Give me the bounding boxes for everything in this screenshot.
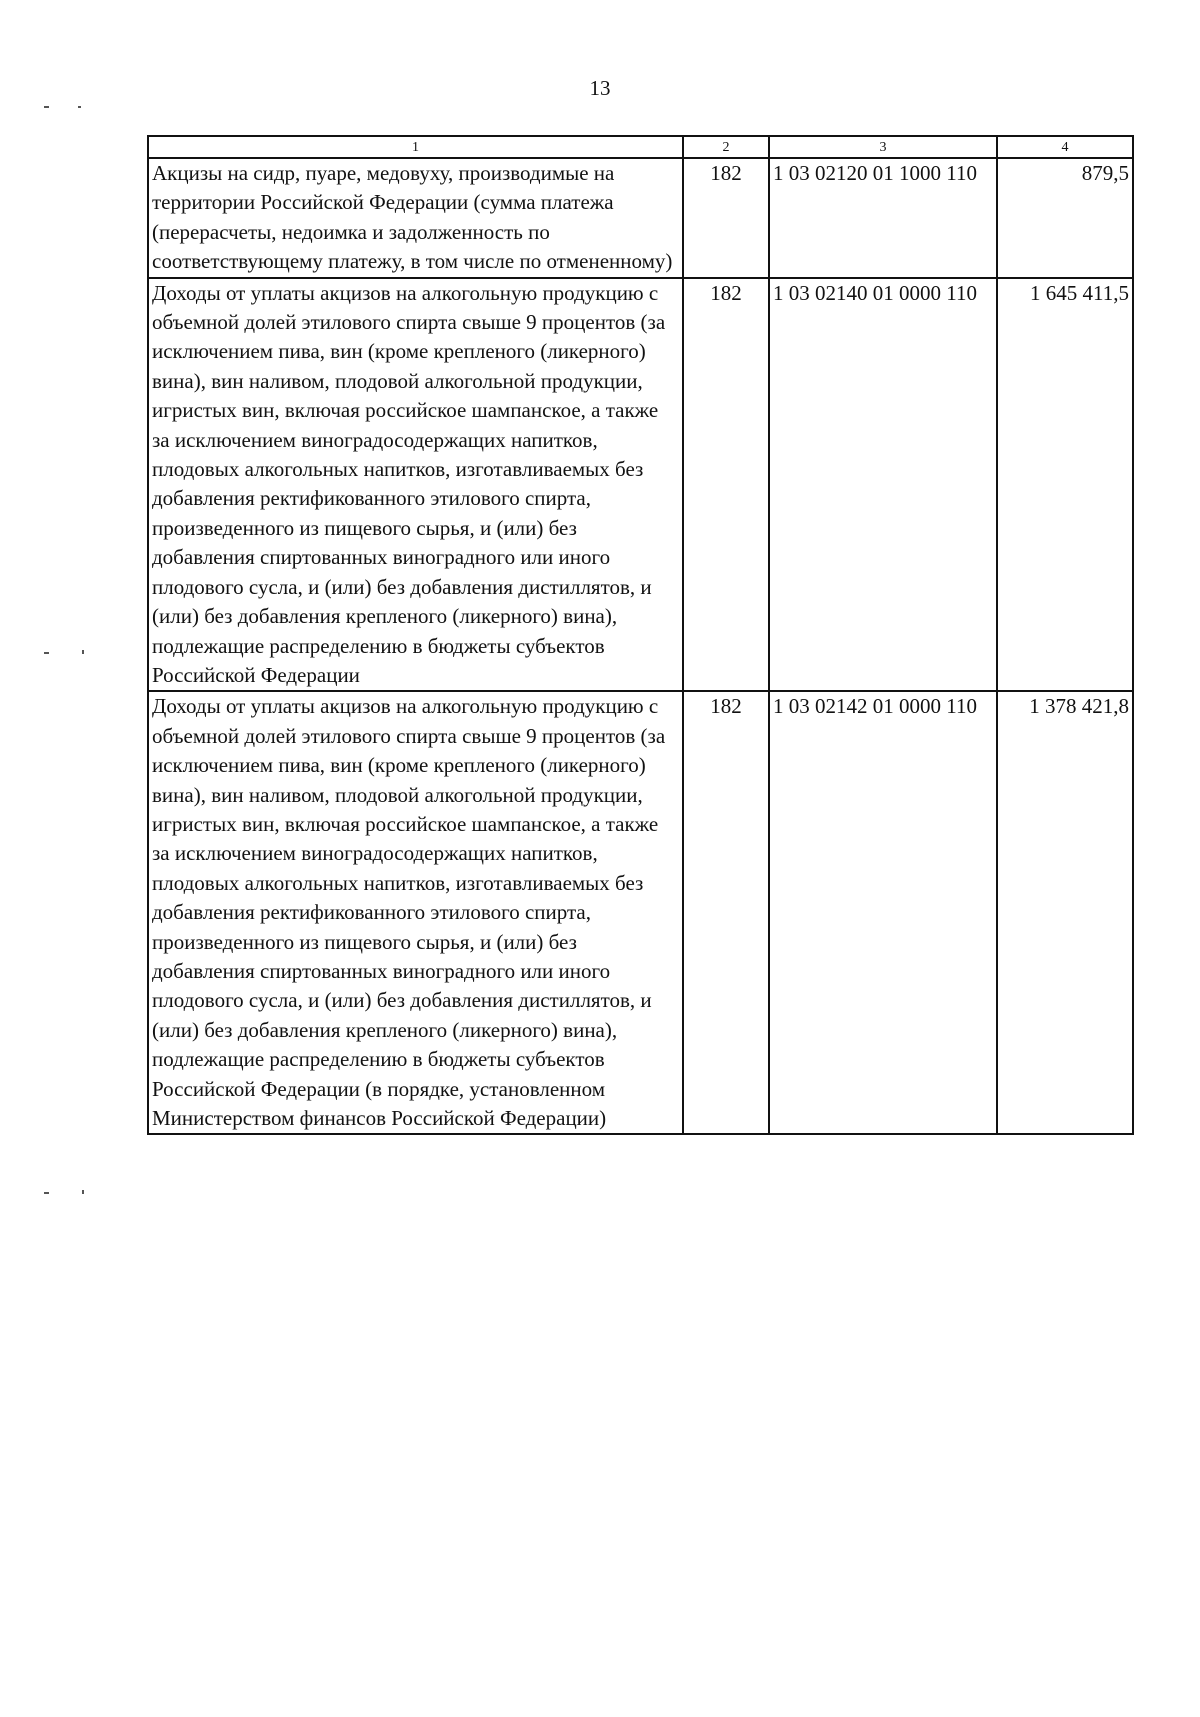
scan-mark [44, 652, 49, 654]
row-description: Акцизы на сидр, пуаре, медовуху, производимые на территории Российской Федерации (сумма платежа (перерасчеты, недоимка и задолженность по соответствующему платежу, в том числе по отмененному) [148, 158, 683, 278]
row-description: Доходы от уплаты акцизов на алкогольную продукцию с объемной долей этилового спирта свыше 9 процентов (за исключением пива, вин (кроме крепленого (ликерного) вина), вин наливом, плодовой алкогольной продукции, игристых вин, включая российское шампанское, а также за исключением виноградосодержащих напитков, плодовых алкогольных напитков, изготавливаемых без добавления ректификованного этилового спирта, произведенного из пищевого сырья, и (или) без добавления спиртованных виноградного или иного плодового сусла, и (или) без добавления дистиллятов, и (или) без добавления крепленого (ликерного) вина), подлежащие распределению в бюджеты субъектов Российской Федерации (в порядке, установленном Министерством финансов Российской Федерации) [148, 691, 683, 1134]
row-admin-code: 182 [683, 278, 769, 692]
row-amount: 1 378 421,8 [997, 691, 1133, 1134]
row-amount: 879,5 [997, 158, 1133, 278]
header-col-3: 3 [769, 136, 997, 158]
row-kbk-code: 1 03 02142 01 0000 110 [769, 691, 997, 1134]
table-row [148, 278, 1133, 692]
row-kbk-code: 1 03 02140 01 0000 110 [769, 278, 997, 692]
table-row [148, 158, 1133, 278]
row-admin-code: 182 [683, 691, 769, 1134]
scan-mark [44, 106, 49, 108]
header-col-1: 1 [148, 136, 683, 158]
table-row [148, 691, 1133, 1134]
revenue-table [147, 135, 1134, 1135]
row-amount: 1 645 411,5 [997, 278, 1133, 692]
row-admin-code: 182 [683, 158, 769, 278]
scan-mark [82, 1190, 84, 1194]
scan-mark [78, 106, 81, 108]
row-description: Доходы от уплаты акцизов на алкогольную продукцию с объемной долей этилового спирта свыше 9 процентов (за исключением пива, вин (кроме крепленого (ликерного) вина), вин наливом, плодовой алкогольной продукции, игристых вин, включая российское шампанское, а также за исключением виноградосодержащих напитков, плодовых алкогольных напитков, изготавливаемых без добавления ректификованного этилового спирта, произведенного из пищевого сырья, и (или) без добавления спиртованных виноградного или иного плодового сусла, и (или) без добавления дистиллятов, и (или) без добавления крепленого (ликерного) вина), подлежащие распределению в бюджеты субъектов Российской Федерации [148, 278, 683, 692]
page-number: 13 [589, 76, 611, 100]
scan-mark [82, 650, 84, 654]
header-col-4: 4 [997, 136, 1133, 158]
table-header-row [148, 136, 1133, 158]
header-col-2: 2 [683, 136, 769, 158]
row-kbk-code: 1 03 02120 01 1000 110 [769, 158, 997, 278]
scan-mark [44, 1192, 49, 1194]
